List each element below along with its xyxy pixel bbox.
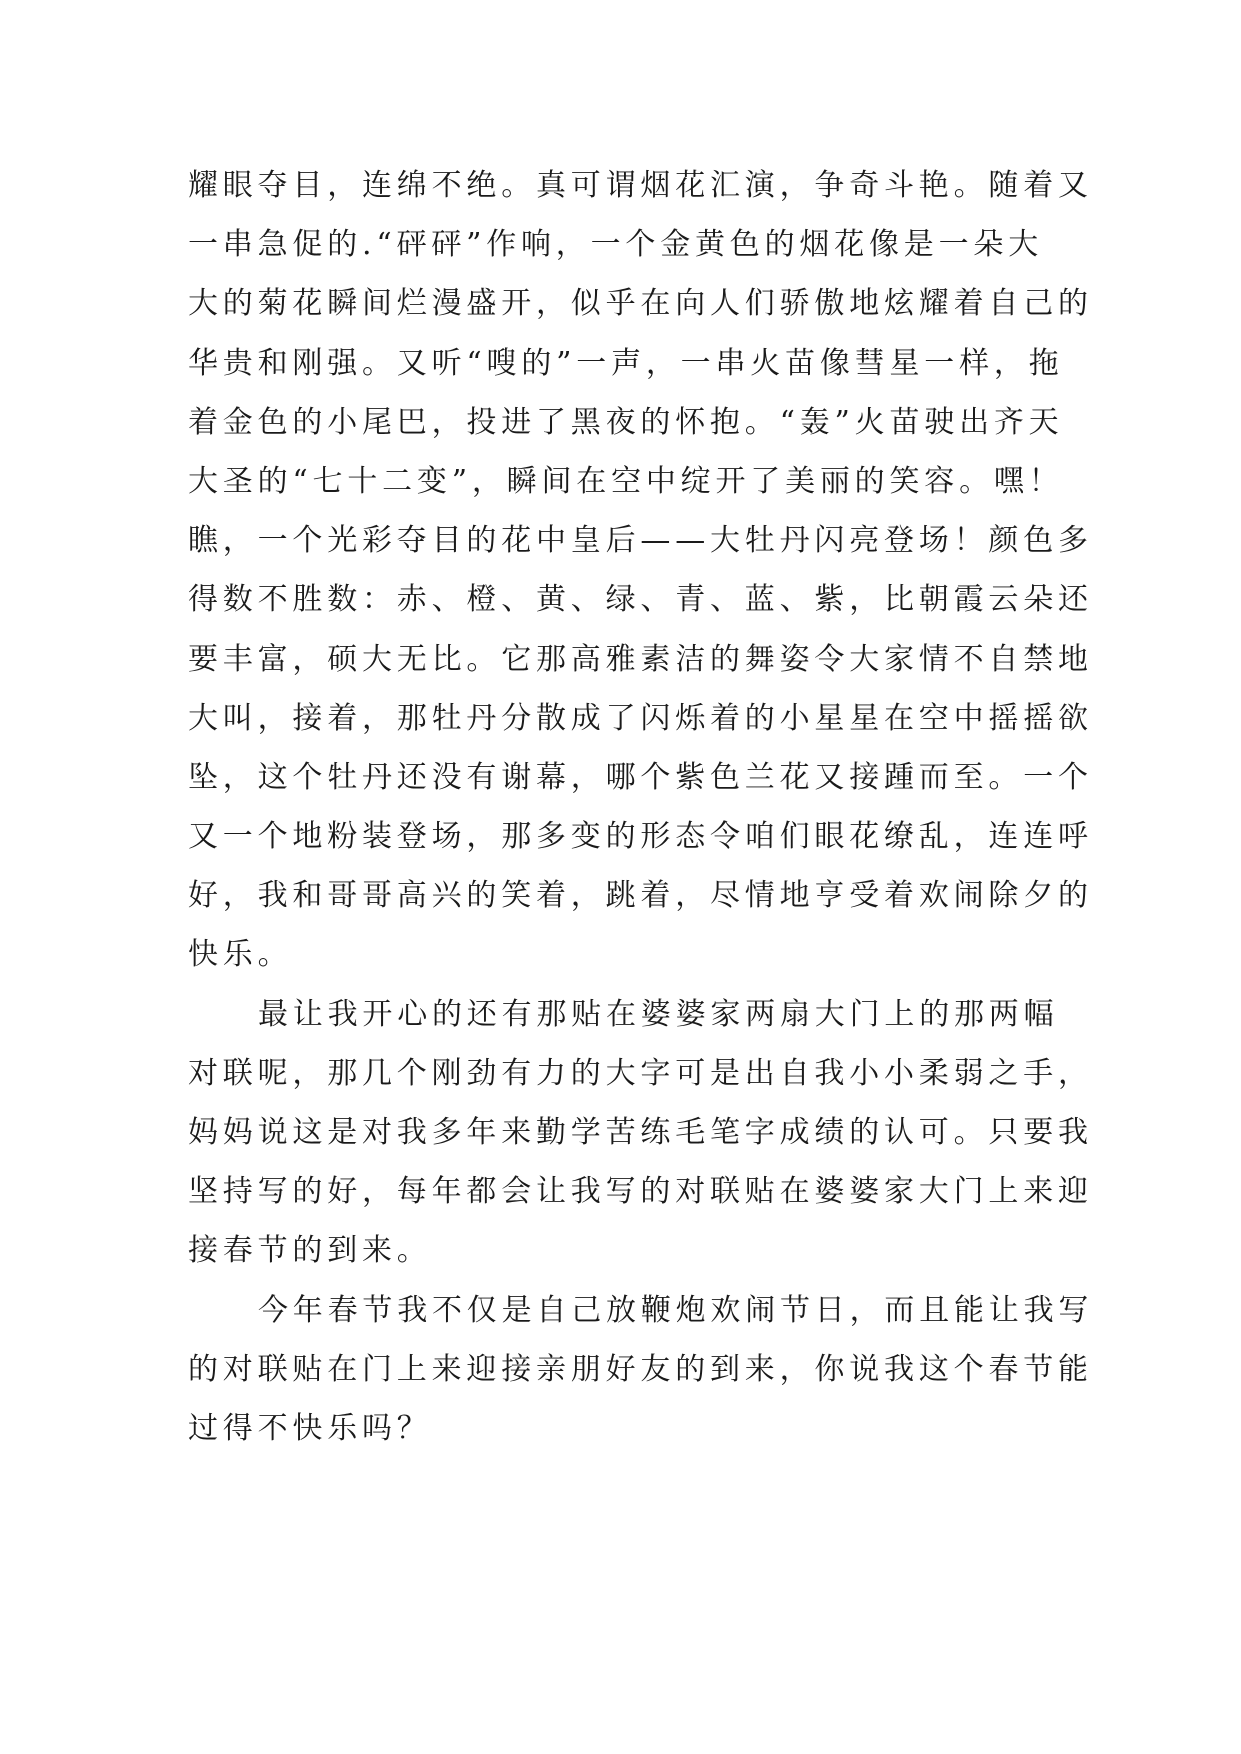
- text-line: 华贵和刚强。又听“嗖的”一声，一串火苗像彗星一样，拖: [188, 345, 1064, 381]
- text-line: 得数不胜数：赤、橙、黄、绿、青、蓝、紫，比朝霞云朵还: [188, 582, 1093, 618]
- text-line: 坚持写的好，每年都会让我写的对联贴在婆婆家大门上来迎: [188, 1174, 1093, 1210]
- text-line: 对联呢，那几个刚劲有力的大字可是出自我小小柔弱之手，: [188, 1055, 1093, 1091]
- text-line: 要丰富，硕大无比。它那高雅素洁的舞姿令大家情不自禁地: [188, 641, 1093, 677]
- text-line: 好，我和哥哥高兴的笑着，跳着，尽情地亨受着欢闹除夕的: [188, 878, 1093, 914]
- text-line: 快乐。: [188, 937, 293, 973]
- text-line: 着金色的小尾巴，投进了黑夜的怀抱。“轰”火苗驶出齐天: [188, 404, 1064, 440]
- text-line: 坠，这个牡丹还没有谢幕，哪个紫色兰花又接踵而至。一个: [188, 759, 1093, 795]
- paragraph-1: [188, 156, 1093, 985]
- text-line: 耀眼夺目，连绵不绝。真可谓烟花汇演，争奇斗艳。随着又: [188, 168, 1093, 203]
- text-line: 瞧，一个光彩夺目的花中皇后——大牡丹闪亮登场！颜色多: [188, 523, 1093, 559]
- text-line: 接春节的到来。: [188, 1233, 432, 1269]
- text-line: 最让我开心的还有那贴在婆婆家两扇大门上的那两幅: [258, 996, 1059, 1032]
- paragraph-2: [188, 985, 1093, 1281]
- text-line: 大叫，接着，那牡丹分散成了闪烁着的小星星在空中摇摇欲: [188, 700, 1093, 736]
- text-line: 今年春节我不仅是自己放鞭炮欢闹节日，而且能让我写: [258, 1292, 1094, 1328]
- body-text: [188, 156, 1094, 1458]
- text-line: 大圣的“七十二变”，瞬间在空中绽开了美丽的笑容。嘿！: [188, 463, 1064, 499]
- text-line: 过得不快乐吗？: [188, 1410, 432, 1446]
- text-line: 的对联贴在门上来迎接亲朋好友的到来，你说我这个春节能: [188, 1351, 1093, 1387]
- text-line: 一串急促的.“砰砰”作响，一个金黄色的烟花像是一朵大: [188, 227, 1044, 263]
- paragraph-3: [188, 1281, 1094, 1459]
- text-line: 又一个地粉装登场，那多变的形态令咱们眼花缭乱，连连呼: [188, 819, 1093, 855]
- text-line: 大的菊花瞬间烂漫盛开，似乎在向人们骄傲地炫耀着自己的: [188, 286, 1093, 322]
- text-line: 妈妈说这是对我多年来勤学苦练毛笔字成绩的认可。只要我: [188, 1115, 1093, 1150]
